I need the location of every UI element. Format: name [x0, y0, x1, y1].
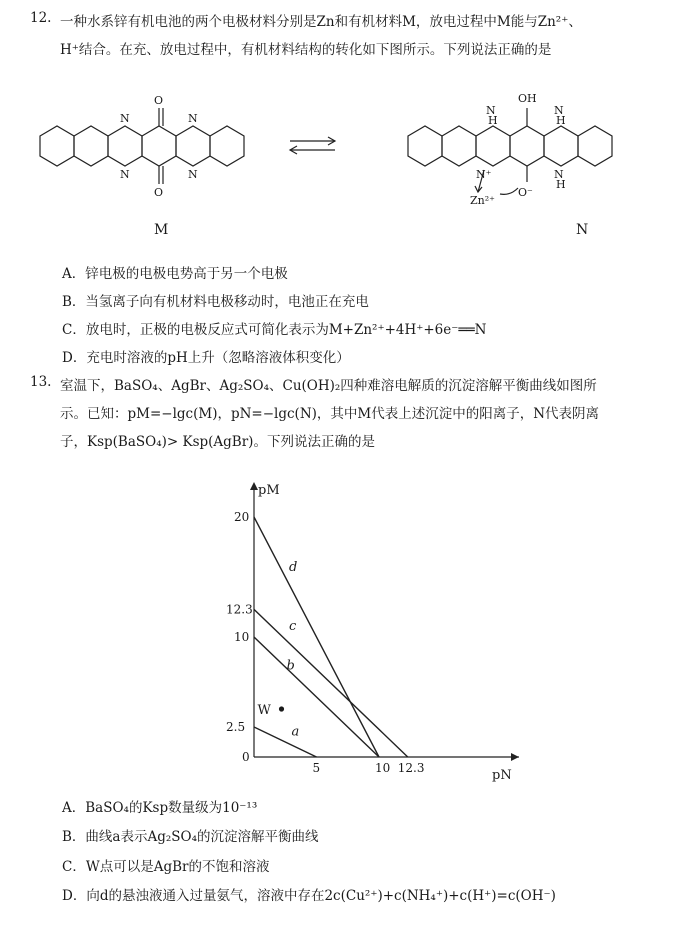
- x-axis-label: pN: [492, 768, 512, 783]
- struct-ominus: O⁻: [518, 186, 533, 199]
- q13-option-a: A．BaSO₄的Ksp数量级为10⁻¹³: [62, 800, 258, 816]
- struct-n-3: N: [120, 168, 130, 181]
- q12-option-b: B．当氢离子向有机材料电极移动时，电池正在充电: [62, 294, 369, 310]
- q13-stem-line2: 示。已知：pM=−lgc(M)，pN=−lgc(N)，其中M代表上述沉淀中的阳离子，N代表阴离: [60, 406, 600, 422]
- x-tick-label-12.3: 12.3: [397, 761, 425, 775]
- label-n: N: [576, 222, 589, 238]
- q12-stem-line1: 一种水系锌有机电池的两个电极材料分别是Zn和有机材料M，放电过程中M能与Zn²⁺、: [60, 14, 582, 30]
- struct-h-2: H: [556, 114, 566, 127]
- curve-b: [254, 637, 379, 757]
- q13-option-c: C．W点可以是AgBr的不饱和溶液: [62, 859, 270, 875]
- struct-nh-3: N: [554, 168, 564, 181]
- x-tick-label-5: 5: [312, 761, 321, 775]
- point-label-w: W: [257, 703, 271, 718]
- q12-stem-line2: H⁺结合。在充、放电过程中，有机材料结构的转化如下图所示。下列说法正确的是: [60, 42, 552, 58]
- q12-option-d: D．充电时溶液的pH上升（忽略溶液体积变化）: [62, 350, 350, 366]
- curve-label-c: c: [289, 618, 297, 634]
- y-axis-arrow: [250, 482, 258, 490]
- q13-option-d: D．向d的悬浊液通入过量氨气，溶液中存在2c(Cu²⁺)+c(NH₄⁺)+c(H⁺)=c(OH⁻): [62, 888, 556, 904]
- struct-nh-2: N: [554, 104, 564, 117]
- y-tick-label-2.5: 2.5: [226, 720, 246, 734]
- q12-option-a: A．锌电极的电极电势高于另一个电极: [62, 266, 288, 282]
- solubility-chart: [0, 460, 692, 800]
- struct-h-1: H: [488, 114, 498, 127]
- struct-h-3: H: [556, 178, 566, 191]
- x-axis-arrow: [511, 753, 519, 761]
- origin-label: 0: [242, 750, 250, 764]
- q12-number: 12.: [30, 10, 52, 26]
- molecule-n: [408, 108, 612, 194]
- struct-o-bottom: O: [154, 186, 164, 199]
- struct-oh: OH: [518, 92, 537, 105]
- struct-zn: Zn²⁺: [470, 194, 495, 207]
- q12-option-c: C．放电时，正极的电极反应式可简化表示为M+Zn²⁺+4H⁺+6e⁻══N: [62, 322, 487, 338]
- q13-number: 13.: [30, 374, 52, 390]
- curve-d: [254, 517, 379, 757]
- struct-o-top: O: [154, 94, 164, 107]
- point-w: [279, 706, 284, 711]
- curve-label-b: b: [286, 658, 295, 674]
- q13-stem-line3: 子，Ksp(BaSO₄)> Ksp(AgBr)。下列说法正确的是: [60, 434, 375, 450]
- struct-n-1: N: [120, 112, 130, 125]
- curve-c: [254, 609, 408, 757]
- struct-n-4: N: [188, 168, 198, 181]
- curve-label-d: d: [289, 560, 298, 575]
- label-m: M: [154, 222, 169, 238]
- y-tick-label-12.3: 12.3: [226, 602, 253, 617]
- struct-nh-1: N: [486, 104, 496, 117]
- molecule-m: [40, 108, 244, 184]
- reaction-diagram: [0, 62, 692, 242]
- y-tick-label-20: 20: [234, 510, 250, 524]
- y-tick-label-10: 10: [234, 630, 250, 644]
- struct-n-2: N: [188, 112, 198, 125]
- curve-label-a: a: [291, 724, 300, 740]
- q13-option-b: B．曲线a表示Ag₂SO₄的沉淀溶解平衡曲线: [62, 829, 319, 845]
- curve-a: [254, 727, 317, 757]
- q13-stem-line1: 室温下，BaSO₄、AgBr、Ag₂SO₄、Cu(OH)₂四种难溶电解质的沉淀溶解平衡曲线如图所: [60, 378, 597, 394]
- y-axis-label: pM: [258, 483, 280, 498]
- x-tick-label-10: 10: [375, 761, 391, 775]
- struct-nplus: N⁺: [476, 168, 492, 181]
